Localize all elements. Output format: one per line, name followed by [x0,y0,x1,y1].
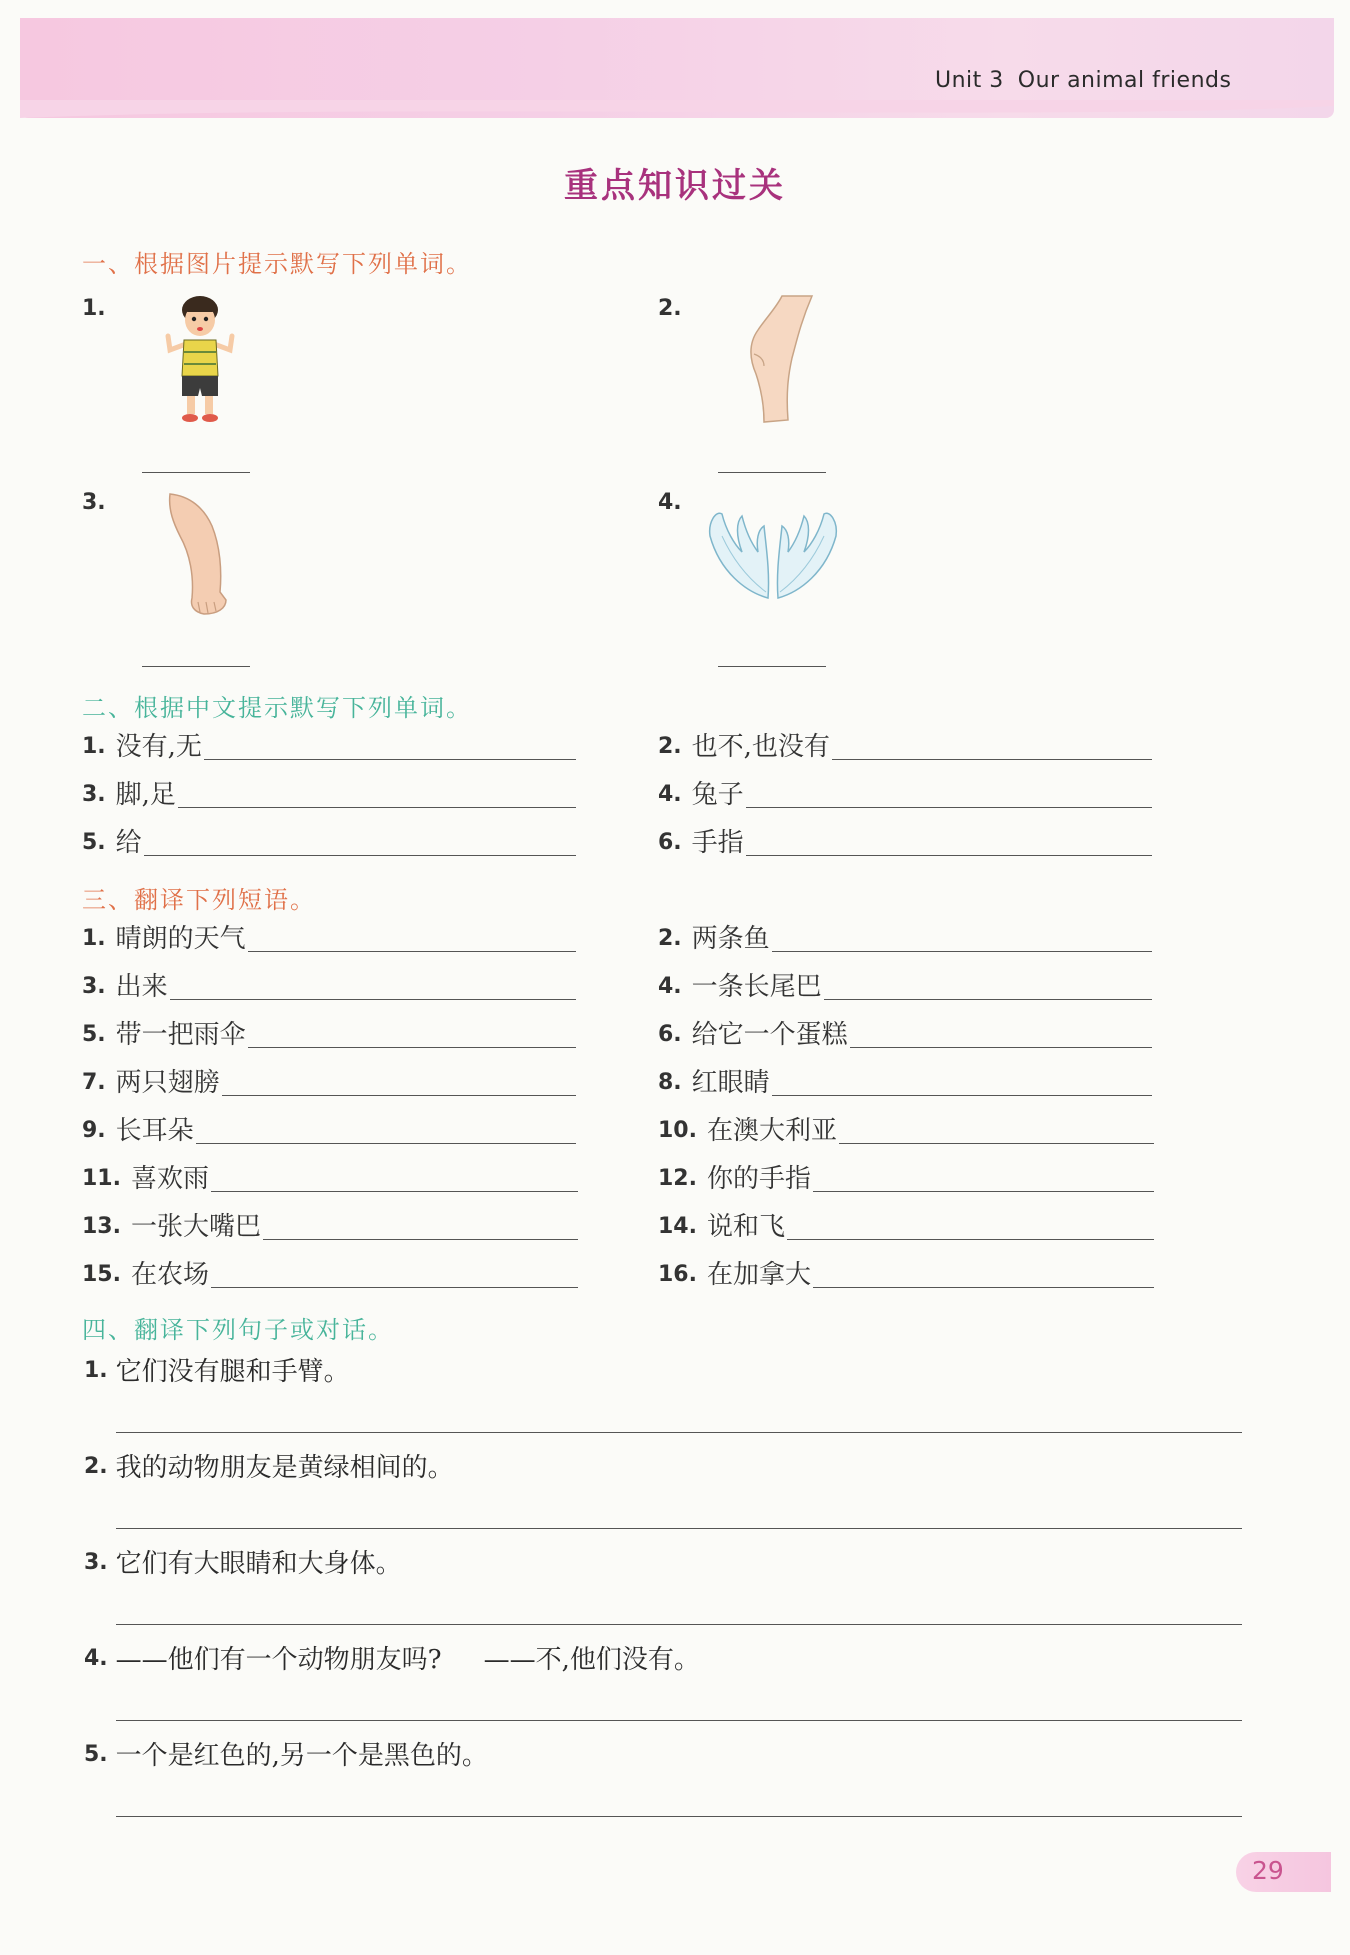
unit-title: Our animal friends [1017,68,1232,93]
answer-line[interactable] [196,1143,576,1144]
answer-line[interactable] [850,1047,1152,1048]
phrase-item: 8. 红眼睛 [658,1066,1152,1100]
phrase-item: 7. 两只翅膀 [82,1066,576,1100]
answer-line[interactable] [178,807,576,808]
phrase-item: 13. 一张大嘴巴 [82,1210,578,1244]
answer-line[interactable] [263,1239,578,1240]
section3-heading: 三、翻译下列短语。 [82,886,316,914]
vocab-item: 1. 没有,无 [82,730,576,764]
section1-heading: 一、根据图片提示默写下列单词。 [82,250,472,278]
pic-item-number: 3. [82,490,106,515]
phrase-item: 4. 一条长尾巴 [658,970,1152,1004]
unit-number: Unit 3 [935,68,1004,93]
answer-line[interactable] [116,1720,1242,1721]
section2-heading: 二、根据中文提示默写下列单词。 [82,694,472,722]
phrase-item: 1. 晴朗的天气 [82,922,576,956]
phrase-item: 16. 在加拿大 [658,1258,1154,1292]
answer-line[interactable] [116,1624,1242,1625]
phrase-item: 2. 两条鱼 [658,922,1152,956]
pic-item-number: 4. [658,490,682,515]
vocab-item: 2. 也不,也没有 [658,730,1152,764]
answer-line[interactable] [787,1239,1154,1240]
answer-blank[interactable] [718,666,826,667]
leg-icon [742,294,814,424]
answer-line[interactable] [116,1528,1242,1529]
answer-blank[interactable] [142,666,250,667]
page-number: 29 [1252,1856,1284,1885]
vocab-item: 4. 兔子 [658,778,1152,812]
answer-line[interactable] [772,1095,1152,1096]
answer-line[interactable] [248,951,576,952]
answer-line[interactable] [248,1047,576,1048]
wings-icon [706,506,840,602]
answer-line[interactable] [170,999,576,1000]
phrase-item: 6. 给它一个蛋糕 [658,1018,1152,1052]
answer-line[interactable] [813,1287,1154,1288]
sentence-item: 5. 一个是红色的,另一个是黑色的。 [84,1741,488,1771]
answer-line[interactable] [204,759,576,760]
pic-item-number: 1. [82,296,106,321]
answer-blank[interactable] [142,472,250,473]
answer-line[interactable] [832,759,1152,760]
answer-line[interactable] [211,1191,578,1192]
answer-line[interactable] [116,1432,1242,1433]
dialogue-item: 4. ——他们有一个动物朋友吗? ——不,他们没有。 [84,1645,700,1675]
phrase-item: 9. 长耳朵 [82,1114,576,1148]
vocab-item: 6. 手指 [658,826,1152,860]
phrase-item: 10. 在澳大利亚 [658,1114,1154,1148]
vocab-item: 5. 给 [82,826,576,860]
answer-line[interactable] [144,855,576,856]
phrase-item: 12. 你的手指 [658,1162,1154,1196]
answer-line[interactable] [211,1287,578,1288]
answer-line[interactable] [813,1191,1154,1192]
sentence-item: 1. 它们没有腿和手臂。 [84,1357,350,1387]
answer-line[interactable] [772,951,1152,952]
phrase-item: 11. 喜欢雨 [82,1162,578,1196]
unit-label [935,68,1231,93]
sentence-item: 2. 我的动物朋友是黄绿相间的。 [84,1453,454,1483]
phrase-item: 14. 说和飞 [658,1210,1154,1244]
header-wave [20,100,1334,130]
answer-line[interactable] [116,1816,1242,1817]
answer-line[interactable] [746,807,1152,808]
phrase-item: 15. 在农场 [82,1258,578,1292]
pic-item-number: 2. [658,296,682,321]
page-title: 重点知识过关 [564,166,786,206]
arm-icon [164,490,234,620]
section4-heading: 四、翻译下列句子或对话。 [82,1316,394,1344]
answer-line[interactable] [824,999,1152,1000]
phrase-item: 5. 带一把雨伞 [82,1018,576,1052]
answer-line[interactable] [746,855,1152,856]
answer-line[interactable] [839,1143,1154,1144]
answer-line[interactable] [222,1095,576,1096]
vocab-item: 3. 脚,足 [82,778,576,812]
answer-blank[interactable] [718,472,826,473]
phrase-item: 3. 出来 [82,970,576,1004]
boy-body-icon [160,292,240,428]
sentence-item: 3. 它们有大眼睛和大身体。 [84,1549,402,1579]
